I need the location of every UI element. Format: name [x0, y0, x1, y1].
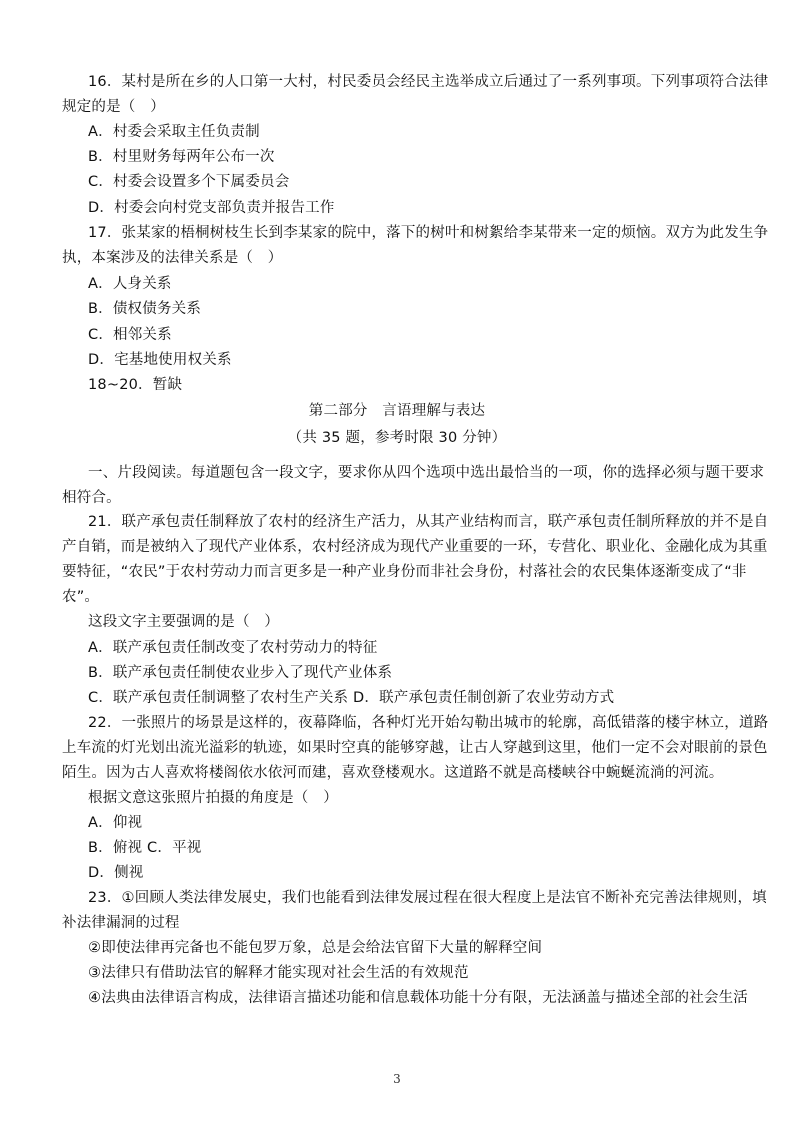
q18-20-placeholder: 18~20．暂缺	[88, 377, 183, 393]
section-subtitle: （共 35 题，参考时限 30 分钟）	[287, 430, 507, 446]
q22-para-line1: 22．一张照片的场景是这样的，夜幕降临，各种灯光开始勾勒出城市的轮廓，高低错落的楼宇林立，道路	[88, 715, 769, 731]
q21-stem: 这段文字主要强调的是（ ）	[88, 614, 280, 630]
q23-sentence1-line2: 补法律漏洞的过程	[62, 915, 180, 931]
q22-option-d: D．侧视	[88, 865, 144, 881]
instruction-line2: 相符合。	[62, 490, 121, 506]
q17-option-a: A．人身关系	[88, 276, 172, 292]
q21-para-line4: 农”。	[62, 589, 100, 605]
q16-line1: 16．某村是所在乡的人口第一大村，村民委员会经民主选举成立后通过了一系列事项。下列事项符合法律	[88, 74, 769, 90]
q16-option-b: B．村里财务每两年公布一次	[88, 149, 275, 165]
q23-sentence4: ④法典由法律语言构成，法律语言描述功能和信息载体功能十分有限，无法涵盖与描述全部的社会生活	[88, 990, 748, 1006]
q22-option-a: A．仰视	[88, 815, 143, 831]
q17-line2: 执，本案涉及的法律关系是（ ）	[62, 250, 283, 266]
q21-option-a: A．联产承包责任制改变了农村劳动力的特征	[88, 640, 378, 656]
instruction-line1: 一、片段阅读。每道题包含一段文字，要求你从四个选项中选出最恰当的一项，你的选择必须与题干要求	[88, 465, 765, 481]
q17-option-b: B．债权债务关系	[88, 301, 202, 317]
q17-line1: 17．张某家的梧桐树枝生长到李某家的院中，落下的树叶和树絮给李某带来一定的烦恼。双方为此发生争	[88, 225, 769, 241]
q23-sentence2: ②即使法律再完备也不能包罗万象，总是会给法官留下大量的解释空间	[88, 940, 543, 956]
q23-sentence3: ③法律只有借助法官的解释才能实现对社会生活的有效规范	[88, 965, 469, 981]
q16-option-a: A．村委会采取主任负责制	[88, 124, 260, 140]
q21-option-cd: C．联产承包责任制调整了农村生产关系 D．联产承包责任制创新了农业劳动方式	[88, 690, 615, 706]
q17-option-d: D．宅基地使用权关系	[88, 352, 232, 368]
q22-stem: 根据文意这张照片拍摄的角度是（ ）	[88, 790, 338, 806]
q22-para-line2: 上车流的灯光划出流光溢彩的轨迹，如果时空真的能够穿越，让古人穿越到这里，他们一定不会对眼前的景色	[62, 740, 768, 756]
q16-option-d: D．村委会向村党支部负责并报告工作	[88, 200, 335, 216]
q17-option-c: C．相邻关系	[88, 327, 172, 343]
q22-para-line3: 陌生。因为古人喜欢将楼阁依水依河而建，喜欢登楼观水。这道路不就是高楼峡谷中蜿蜒流淌的河流。	[62, 765, 724, 781]
q22-option-bc: B．俯视 C．平视	[88, 840, 202, 856]
q23-sentence1-line1: 23．①回顾人类法律发展史，我们也能看到法律发展过程在很大程度上是法官不断补充完善法律规则，填	[88, 890, 767, 906]
q16-option-c: C．村委会设置多个下属委员会	[88, 174, 290, 190]
q21-para-line1: 21．联产承包责任制释放了农村的经济生产活力，从其产业结构而言，联产承包责任制所释放的并不是自	[88, 514, 769, 530]
section-title: 第二部分 言语理解与表达	[308, 403, 486, 419]
q21-option-b: B．联产承包责任制使农业步入了现代产业体系	[88, 665, 393, 681]
q21-para-line2: 产自销，而是被纳入了现代产业体系，农村经济成为现代产业重要的一环，专营化、职业化、金融化成为其重	[62, 539, 768, 555]
q21-para-line3: 要特征，“农民”于农村劳动力而言更多是一种产业身份而非社会身份，村落社会的农民集体逐渐变成了“非	[62, 564, 747, 580]
q16-line2: 规定的是（ ）	[62, 99, 165, 115]
page-number: 3	[393, 1072, 401, 1086]
